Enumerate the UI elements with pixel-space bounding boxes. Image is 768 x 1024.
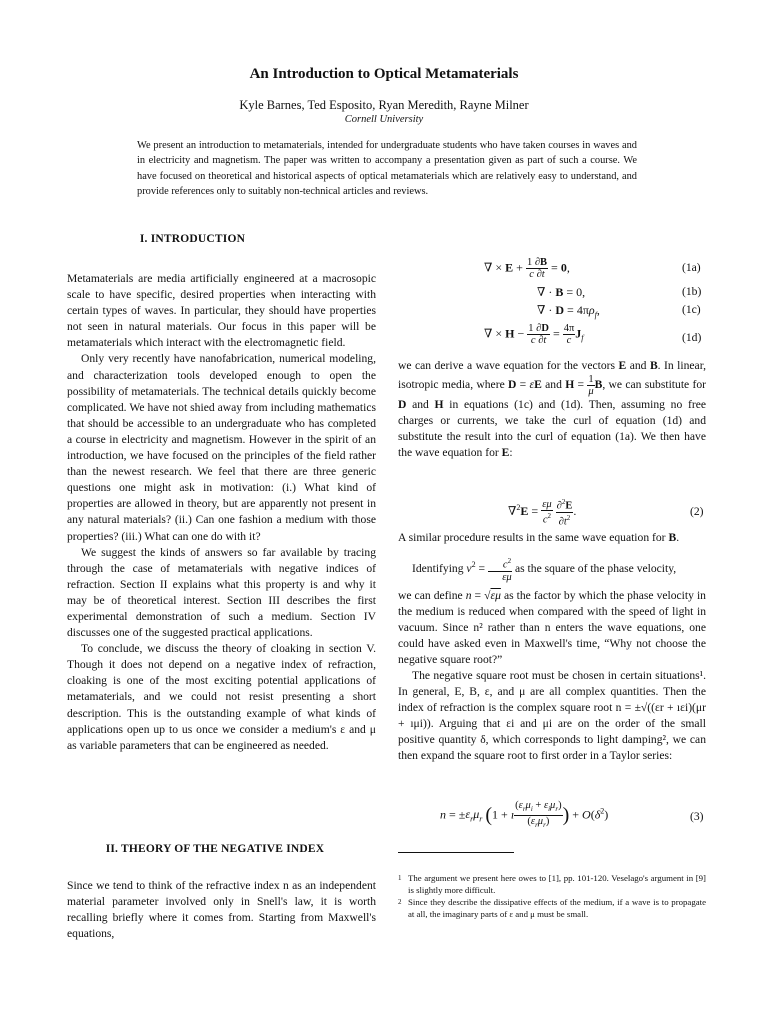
left-column-intro	[67, 271, 376, 754]
affiliation: Cornell University	[344, 114, 424, 125]
index-definition-text: we can define n = √εμ as the factor by which the phase velocity in the medium is reduced when compared with the speed of light in vacuum. Since n² rather than n enters the wave equations, one could have asked even in Maxwell's time, “Why not choose the negative square root?”	[398, 589, 706, 667]
equation-label-2: (2)	[690, 505, 704, 518]
wave-equation-derivation: we can derive a wave equation for the vectors E and B. In linear, isotropic media, where D = εE and H = $\frac{1}{\mu}$ B, we can substitute for D and H in equations (1c) and (1d). Then, assuming no free charges or currents, we take the curl of equation (1d) and substitute the result into the curl of equation (1a). We then have the wave equation for E:	[398, 359, 706, 460]
intro-paragraph-4: To conclude, we discuss the theory of cloaking in section V. Though it does not depend on a negative index of refraction, cloaking is one of the most exciting potential applications of metamaterials, and we could not resist presenting a short description. This is the outstanding example of what kinds of applications open up to us once we consider a medium's ε and μ as variable parameters that can be engineered as needed.	[67, 642, 376, 752]
theory-paragraph-1: Since we tend to think of the refractive index n as an independent material parameter involved only in Snell's law, it is worth recalling briefly where it comes from. Starting from Maxwell's equations,	[67, 879, 376, 941]
equation-1c: ∇ · $D = 4\pi\rho_f$,	[537, 303, 600, 320]
intro-paragraph-3: We suggest the kinds of answers so far available by tracing through the case of metamaterials with negative indices of refraction. Section II explains what this property is and why it may be of theoretical interest. Section III describes the first experimental demonstration of such a medium. Section IV discusses one of the suggested practical applications.	[67, 545, 376, 640]
abstract: We present an introduction to metamaterials, intended for undergraduate students who have taken courses in waves and in electricity and magnetism. The paper was written to accompany a presentation given as part of such a course. We have focused on theoretical and historical aspects of optical metamaterials which are relatively easy to understand, and provide references only to suitably non-technical articles and reviews.	[137, 140, 637, 197]
footnote-rule	[398, 852, 514, 853]
intro-paragraph-2: Only very recently have nanofabrication, numerical modeling, and characterization tools developed enough to open the possibility of metamaterials. The technical details quickly become complicated. We have not shied away from including mathematics that should be accessible to an undergraduate who has completed a course in electricity and magnetism. However in the spirit of an introduction, we have focused on the principles of the field rather than the newest research. We feel that there are three generic questions one might ask in motivation: (i.) What kind of properties are allowed in theory, but are apparently not present in any natural materials? (ii.) Can one fashion a medium with those properties? (iii.) What can one do with it?	[67, 352, 376, 543]
negative-root-paragraph: The negative square root must be chosen in certain situations¹. In general, E, B, ε, and μ are all complex quantities. Then the index of refraction is the complex square root n = ±√((εr + ıεi)(μr + ıμi)). Arguing that εi and μi are on the order of the small positive quantity δ, which corresponds to light damping², we can then expand the square root to first order in a Taylor series:	[398, 669, 706, 763]
footnote-2: 2 Since they describe the dissipative effects of the medium, if a wave is to propagate at all, the imaginary parts of ε and μ must be small.	[398, 897, 706, 920]
equation-1a: ∇ × E + $\frac{1 \partial B}{c \partial t}$ = 0,	[484, 257, 570, 280]
paper-title: An Introduction to Optical Metamaterials	[249, 66, 519, 82]
footnote-1: 1 The argument we present here owes to [1], pp. 101-120. Veselago's argument in [9] is slightly more difficult.	[398, 873, 706, 896]
equation-label-3: (3)	[690, 810, 704, 823]
phase-velocity-text: Identifying $v^2$ = $\frac{c^2}{\varepsilon\mu}$ as the square of the phase velocity,	[412, 557, 677, 583]
equation-label-1a: (1a)	[682, 261, 701, 274]
section-heading-introduction: I. INTRODUCTION	[139, 233, 246, 245]
author-list: Kyle Barnes, Ted Esposito, Ryan Meredith, Rayne Milner	[239, 98, 529, 112]
intro-paragraph-1: Metamaterials are media artificially engineered at a macrosopic scale to have specific, desired properties when interacting with certain types of waves. In particular, they should have properties not seen in natural materials. Our focus in this paper will be metamaterials which interact with the electromagnetic field.	[67, 272, 376, 350]
similar-procedure-text: A similar procedure results in the same wave equation for B.	[398, 531, 680, 544]
section-heading-theory: II. THEORY OF THE NEGATIVE INDEX	[105, 843, 325, 855]
equation-label-1d: (1d)	[682, 331, 702, 344]
equation-3: $n = \pm\varepsilon_r\mu_r$ (1 + ı $\frac{(\varepsilon_r\mu_i + \varepsilon_i\mu_r)}{(\varepsilon_r\mu_r)}$ ) + $O(\delta^2)$	[440, 800, 609, 830]
equation-label-1b: (1b)	[682, 285, 702, 298]
equation-label-1c: (1c)	[682, 303, 701, 316]
equation-1d: ∇ × H − $\frac{1 \partial D}{c \partial t}$ = $\frac{4\pi}{c}$ $J_f$	[484, 323, 584, 346]
equation-2: ∇$^2$E = $\frac{\varepsilon\mu}{c^2}$ $\frac{\partial^2E}{\partial t^2}$ .	[508, 498, 577, 527]
equation-1b: ∇ · B = 0,	[537, 285, 586, 299]
